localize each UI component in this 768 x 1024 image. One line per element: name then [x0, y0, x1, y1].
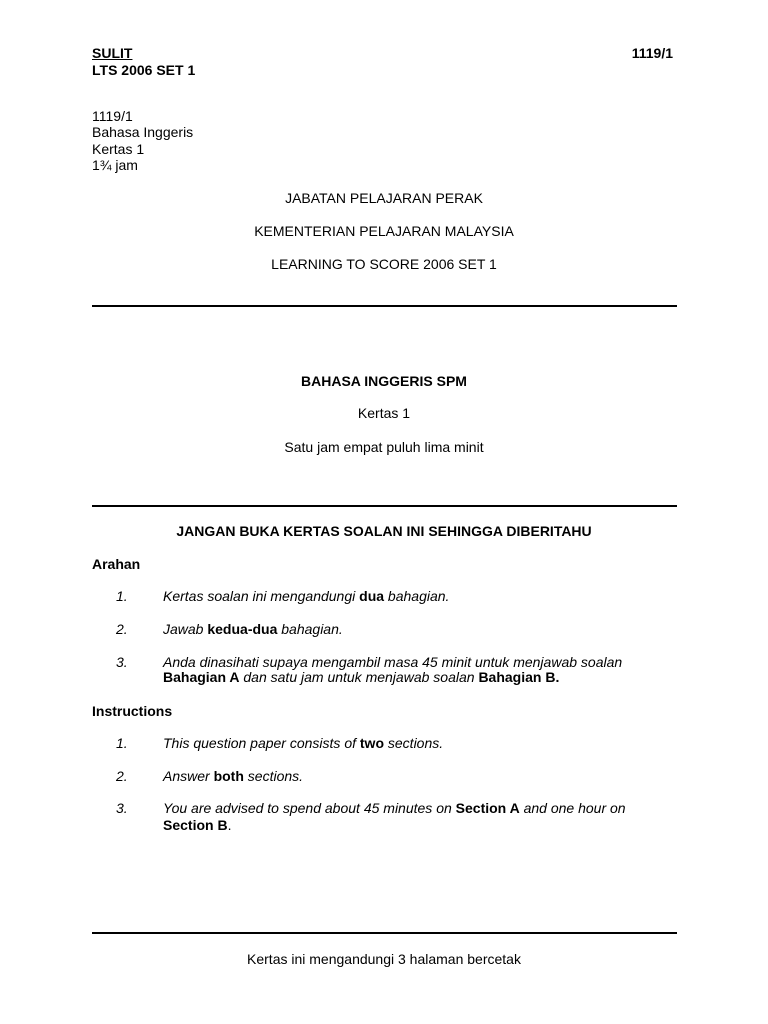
- paper-number: Kertas 1: [92, 141, 145, 157]
- arahan-heading: Arahan: [92, 556, 141, 572]
- arahan-item-2: Jawab kedua-dua bahagian.: [163, 621, 343, 637]
- arahan-item-3: Anda dinasihati supaya mengambil masa 45 minit untuk menjawab soalan: [163, 654, 623, 670]
- issuer-line-3: LEARNING TO SCORE 2006 SET 1: [271, 256, 497, 272]
- paper-code-top: 1119/1: [631, 45, 673, 61]
- exam-paper: Kertas 1: [357, 405, 411, 421]
- instruction-number: 2.: [116, 768, 128, 784]
- arahan-item-3-cont: Bahagian A dan satu jam untuk menjawab soalan Bahagian B.: [163, 669, 560, 685]
- instruction-number: 1.: [116, 735, 128, 751]
- exam-duration: Satu jam empat puluh lima minit: [284, 439, 484, 455]
- divider: [92, 505, 677, 507]
- arahan-item-1: Kertas soalan ini mengandungi dua bahagian.: [163, 588, 450, 604]
- issuer-line-1: JABATAN PELAJARAN PERAK: [285, 190, 483, 206]
- divider: [92, 932, 677, 934]
- instruction-number: 3.: [116, 800, 128, 816]
- instructions-heading: Instructions: [92, 703, 173, 719]
- arahan-number: 2.: [116, 621, 128, 637]
- footer-page-count: Kertas ini mengandungi 3 halaman bercetak: [247, 951, 521, 967]
- issuer-line-2: KEMENTERIAN PELAJARAN MALAYSIA: [254, 223, 514, 239]
- arahan-number: 1.: [116, 588, 128, 604]
- set-label: LTS 2006 SET 1: [92, 62, 196, 78]
- exam-title: BAHASA INGGERIS SPM: [301, 373, 467, 389]
- warning-text: JANGAN BUKA KERTAS SOALAN INI SEHINGGA DIBERITAHU: [176, 523, 592, 539]
- instruction-item-2: Answer both sections.: [163, 768, 304, 784]
- paper-code: 1119/1: [92, 108, 133, 124]
- duration-short: 1¾ jam: [92, 157, 138, 173]
- divider: [92, 305, 677, 307]
- instruction-item-3-cont: Section B.: [163, 817, 232, 833]
- arahan-number: 3.: [116, 654, 128, 670]
- instruction-item-3: You are advised to spend about 45 minutes on Section A and one hour on: [163, 800, 626, 816]
- subject: Bahasa Inggeris: [92, 124, 194, 140]
- sulit-label: SULIT: [92, 45, 133, 61]
- instruction-item-1: This question paper consists of two sections.: [163, 735, 444, 751]
